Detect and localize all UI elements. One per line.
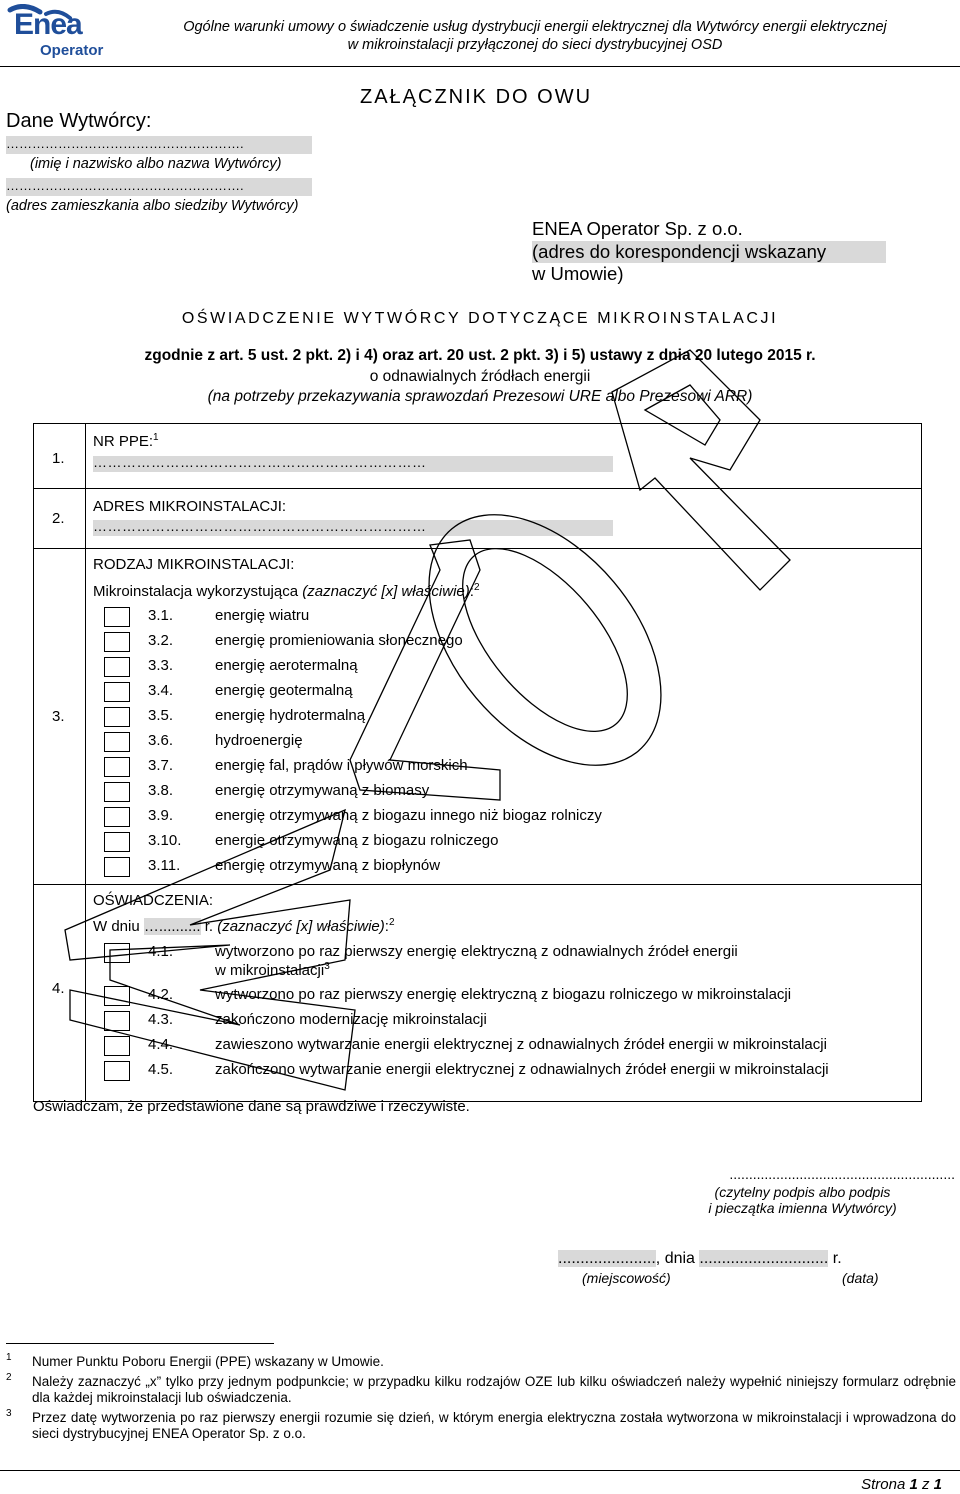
footer-divider	[0, 1470, 960, 1471]
checkbox-3-3[interactable]	[104, 657, 130, 677]
option-text: energię wiatru	[215, 607, 310, 624]
option-number: 3.8.	[148, 782, 174, 799]
ppe-label: NR PPE:	[93, 433, 154, 450]
table-column-divider	[85, 424, 86, 1101]
year-suffix: r.	[828, 1250, 842, 1267]
option-text: energię otrzymywaną z biogazu innego niż biogaz rolniczy	[215, 807, 602, 824]
document-header	[120, 18, 950, 54]
row-divider-3	[34, 884, 921, 885]
section-2-label: ADRES MIKROINSTALACJI:	[93, 498, 287, 515]
place-hint: (miejscowość)	[582, 1270, 671, 1286]
signature-hint-2: i pieczątka imienna Wytwórcy)	[708, 1200, 897, 1216]
legal-basis-line1: zgodnie z art. 5 ust. 2 pkt. 2) i 4) oraz art. 20 ust. 2 pkt. 3) i 5) ustawy z dnia 20 lutego 2015 r.	[144, 347, 816, 364]
logo-subtext: Operator	[40, 42, 104, 59]
producer-address-hint: (adres zamieszkania albo siedziby Wytwórcy)	[6, 198, 299, 214]
legal-basis-line2: o odnawialnych źródłach energii	[369, 367, 591, 385]
option-number: 4.1.	[148, 943, 174, 960]
ppe-input[interactable]	[93, 456, 613, 472]
recipient-name: ENEA Operator Sp. z o.o.	[532, 218, 743, 239]
producer-heading: Dane Wytwórcy:	[6, 110, 152, 132]
page-mid: z	[917, 1476, 934, 1493]
section-4-number: 4.	[52, 980, 65, 997]
place-date-line	[558, 1250, 842, 1268]
option-text: energię otrzymywaną z biopłynów	[215, 857, 441, 874]
option-number: 3.9.	[148, 807, 174, 824]
producer-address-field[interactable]	[6, 178, 312, 196]
option-row	[100, 706, 660, 730]
option-number: 3.7.	[148, 757, 174, 774]
checkbox-3-10[interactable]	[104, 832, 130, 852]
checkbox-3-4[interactable]	[104, 682, 130, 702]
declaration-text: Oświadczam, że przedstawione dane są prawdziwe i rzeczywiste.	[33, 1098, 470, 1115]
option-row	[100, 1011, 910, 1035]
option-row	[100, 1061, 910, 1085]
section-3-intro-text: Mikroinstalacja wykorzystująca	[93, 583, 303, 600]
header-divider	[0, 66, 960, 67]
option-row	[100, 806, 660, 830]
option-number: 4.5.	[148, 1061, 174, 1078]
option-number: 4.2.	[148, 986, 174, 1003]
date-input[interactable]: …..........	[143, 918, 201, 935]
recipient-block	[532, 218, 886, 286]
section-4-label: OŚWIADCZENIA:	[93, 892, 214, 909]
option-row	[100, 606, 660, 630]
option-text: energię hydrotermalną	[215, 707, 366, 724]
footnote-1-number: 1	[6, 1352, 12, 1363]
option-footnote-ref: 3	[324, 961, 330, 972]
option-row	[100, 731, 660, 755]
option-number: 3.4.	[148, 682, 174, 699]
producer-name-dots: ……………………………………………….	[6, 136, 244, 151]
signature-hint-1: (czytelny podpis albo podpis	[714, 1184, 891, 1200]
checkbox-3-5[interactable]	[104, 707, 130, 727]
footnote-1	[6, 1354, 956, 1370]
option-text: zakończono wytwarzanie energii elektrycznej z odnawialnych źródeł energii w mikroinstalacji	[215, 1061, 829, 1078]
option-number: 3.3.	[148, 657, 174, 674]
checkbox-4-5[interactable]	[104, 1061, 130, 1081]
header-title-line1: Ogólne warunki umowy o świadczenie usług dystrybucji energii elektrycznej dla Wytwórcy energii elektrycznej	[183, 19, 887, 35]
section-3-footnote-ref: 2	[473, 582, 480, 593]
section-4-options	[100, 941, 910, 1091]
footnote-1-text: Numer Punktu Poboru Energii (PPE) wskazany w Umowie.	[32, 1354, 384, 1369]
option-text: energię fal, prądów i pływów morskich	[215, 757, 468, 774]
section-3-options	[100, 606, 660, 876]
checkbox-4-3[interactable]	[104, 1011, 130, 1031]
row-divider-2	[34, 548, 921, 549]
place-input[interactable]: ......................	[558, 1250, 656, 1267]
option-text: zawieszono wytwarzanie energii elektrycznej z odnawialnych źródeł energii w mikroinstalacji	[215, 1036, 827, 1053]
checkbox-4-4[interactable]	[104, 1036, 130, 1056]
section-4-intro-text: W dniu	[93, 918, 144, 935]
date-hint: (data)	[842, 1270, 879, 1286]
section-4-intro-r: r.	[200, 918, 218, 935]
footnote-3	[6, 1410, 956, 1442]
section-1-label	[93, 432, 159, 450]
option-row	[100, 756, 660, 780]
option-text: zakończono modernizację mikroinstalacji	[215, 1011, 487, 1028]
option-text: energię promieniowania słonecznego	[215, 632, 463, 649]
option-number: 3.1.	[148, 607, 174, 624]
page-total: 1	[933, 1476, 942, 1493]
address-input[interactable]	[93, 520, 613, 536]
checkbox-3-1[interactable]	[104, 607, 130, 627]
option-row	[100, 856, 660, 880]
section-3-intro	[93, 582, 480, 600]
section-3-intro-colon: :	[469, 583, 474, 600]
footnote-2-text: Należy zaznaczyć „x” tylko przy jednym podpunkcie; w przypadku kilku rodzajów OZE lub kilku oświadczeń należy wypełnić niniejszy formularz odrębnie dla każdej mikroinstalacji lub oświadczenia.	[32, 1374, 956, 1405]
option-row	[100, 781, 660, 805]
address-dots: ……………………………………………………………	[93, 518, 427, 534]
option-text: energię aerotermalną	[215, 657, 358, 674]
producer-address-dots: ……………………………………………….	[6, 178, 244, 193]
legal-basis-line3: (na potrzeby przekazywania sprawozdań Prezesowi URE albo Prezesowi ARR)	[207, 388, 753, 405]
section-4-intro-colon: :	[384, 918, 389, 935]
option-number: 3.5.	[148, 707, 174, 724]
option-text: hydroenergię	[215, 732, 303, 749]
page-current: 1	[909, 1476, 918, 1493]
option-row	[100, 941, 910, 981]
checkbox-3-11[interactable]	[104, 857, 130, 877]
checkbox-3-7[interactable]	[104, 757, 130, 777]
annex-title: ZAŁĄCZNIK DO OWU	[360, 86, 593, 108]
option-number: 3.10.	[148, 832, 182, 849]
option-number: 4.4.	[148, 1036, 174, 1053]
option-row	[100, 681, 660, 705]
section-4-intro-italic: (zaznaczyć [x] właściwie)	[217, 918, 385, 935]
checkbox-3-6[interactable]	[104, 732, 130, 752]
row-divider-1	[34, 488, 921, 489]
option-text-continued	[215, 961, 330, 979]
checkbox-4-2[interactable]	[104, 986, 130, 1006]
section-3-intro-italic: (zaznaczyć [x] właściwie)	[302, 583, 470, 600]
ppe-dots: ……………………………………………………………	[93, 454, 427, 470]
option-text: energię otrzymywaną z biogazu rolniczego	[215, 832, 499, 849]
section-3-label: RODZAJ MIKROINSTALACJI:	[93, 556, 295, 573]
footnote-2	[6, 1374, 956, 1406]
legal-basis	[0, 346, 960, 408]
footnote-3-number: 3	[6, 1408, 12, 1419]
option-number: 4.3.	[148, 1011, 174, 1028]
recipient-address-line2: w Umowie)	[532, 263, 624, 284]
signature-dots[interactable]: ..........................................................	[729, 1166, 955, 1182]
section-4-footnote-ref: 2	[388, 917, 395, 928]
footnote-divider	[6, 1343, 274, 1344]
section-1-number: 1.	[52, 450, 65, 467]
section-4-intro	[93, 917, 395, 935]
date-field[interactable]: .............................	[699, 1250, 829, 1267]
option-row	[100, 1036, 910, 1060]
option-number: 3.2.	[148, 632, 174, 649]
recipient-address-line: (adres do korespondencji wskazany	[532, 241, 886, 264]
logo	[4, 4, 114, 62]
footnote-3-text: Przez datę wytworzenia po raz pierwszy energii rozumie się dzień, w którym energia elektryczna została wytworzona w mikroinstalacji i wprowadzona do sieci dystrybucyjnej ENEA Operator Sp. z o.o.	[32, 1410, 956, 1441]
page-prefix: Strona	[861, 1476, 910, 1493]
checkbox-3-9[interactable]	[104, 807, 130, 827]
option-text: energię otrzymywaną z biomasy	[215, 782, 430, 799]
section-3-number: 3.	[52, 708, 65, 725]
comma-date-label: , dnia	[655, 1250, 700, 1267]
option-row	[100, 656, 660, 680]
checkbox-3-8[interactable]	[104, 782, 130, 802]
ppe-footnote-ref: 1	[153, 432, 159, 443]
page-number	[861, 1476, 942, 1493]
signature-block	[650, 1166, 955, 1216]
section-2-number: 2.	[52, 510, 65, 527]
checkbox-4-1[interactable]	[104, 943, 130, 963]
option-text-line2: w mikroinstalacji	[215, 962, 325, 979]
option-text: wytworzono po raz pierwszy energię elektryczną z odnawialnych źródeł energii	[215, 943, 738, 960]
statement-title: OŚWIADCZENIE WYTWÓRCY DOTYCZĄCE MIKROINSTALACJI	[181, 310, 779, 327]
option-number: 3.11.	[148, 857, 181, 874]
option-row	[100, 831, 660, 855]
header-title-line2: w mikroinstalacji przyłączonej do sieci dystrybucyjnej OSD	[347, 37, 723, 53]
producer-name-field[interactable]	[6, 136, 312, 154]
option-row	[100, 986, 910, 1010]
option-row	[100, 631, 660, 655]
producer-name-hint: (imię i nazwisko albo nazwa Wytwórcy)	[30, 156, 282, 172]
footnote-2-number: 2	[6, 1372, 12, 1383]
checkbox-3-2[interactable]	[104, 632, 130, 652]
option-text: energię geotermalną	[215, 682, 353, 699]
option-number: 3.6.	[148, 732, 174, 749]
option-text: wytworzono po raz pierwszy energię elektryczną z biogazu rolniczego w mikroinstalacji	[215, 986, 792, 1003]
logo-text: Enea	[14, 8, 82, 41]
